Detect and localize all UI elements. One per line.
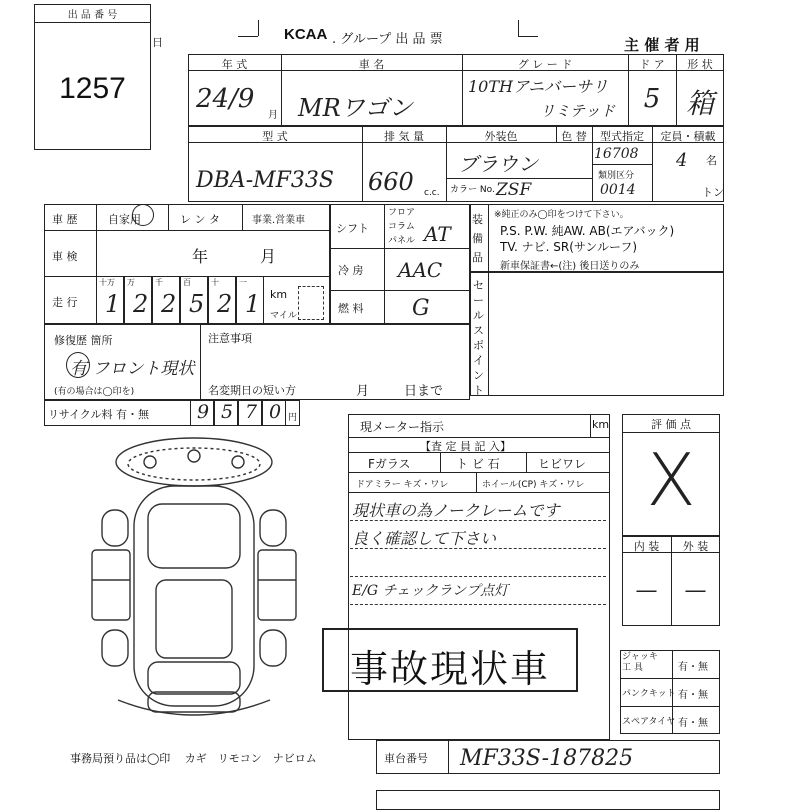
recycle-digit: 0 — [269, 401, 282, 423]
name-change-label: 名変期日の短い方 — [208, 384, 296, 397]
history-rental: レ ン タ — [180, 213, 220, 226]
recycle-digit-cell — [262, 400, 286, 426]
shift-panel: パネル — [388, 236, 416, 246]
header-logo: KCAA — [284, 26, 328, 43]
odometer-digit-label: 百 — [183, 278, 191, 287]
history-label: 車 歴 — [52, 213, 78, 226]
odometer-digit: 2 — [217, 290, 233, 318]
name-label: 車 名 — [358, 58, 385, 71]
grade-line1: 10THアニバーサリ — [468, 77, 609, 96]
equipment-line2: TV. ナビ. SR(サンルーフ) — [500, 240, 638, 254]
drive-line1 — [330, 248, 470, 249]
capacity-value: 4 — [676, 150, 688, 171]
row2-color-split — [446, 178, 592, 179]
kit-option: 有・無 — [678, 690, 708, 701]
header-mark-right-h — [518, 36, 538, 37]
chassis-v — [448, 740, 449, 774]
odometer-digit-cell — [180, 276, 208, 324]
shift-column: コラム — [388, 222, 415, 232]
car-diagram — [78, 430, 318, 730]
displacement-value: 660 — [368, 168, 414, 196]
repair-value: 有 フロント現状 — [70, 359, 195, 379]
repair-v — [200, 324, 201, 400]
row2-type-split — [592, 164, 652, 165]
rating-value: X — [646, 438, 696, 522]
color-no-label: カラー No. — [450, 185, 495, 195]
hist-v-opt1 — [168, 204, 169, 230]
repair-yes-circle — [66, 352, 90, 378]
equipment-line3: 新車保証書←(注) 後日送りのみ — [500, 261, 640, 272]
odometer-digit-cell — [208, 276, 236, 324]
odometer-digit: 5 — [189, 290, 205, 318]
recycle-unit: 円 — [288, 413, 298, 423]
insp-chip: ト ビ 石 — [456, 457, 500, 471]
mileage-label: 走 行 — [52, 296, 78, 309]
insp-crack: ヒビワレ — [538, 457, 587, 471]
bottom-edge-box — [376, 790, 720, 810]
acc-line1 — [620, 678, 720, 679]
odometer-digit: 1 — [105, 290, 121, 318]
insp-mirror: ドアミラー キズ・ワレ — [356, 480, 449, 490]
history-private: 自家用 — [108, 213, 141, 226]
chassis-label: 車台番号 — [384, 752, 428, 765]
meter-unit: km — [592, 418, 610, 431]
insp-v3 — [476, 472, 477, 492]
insp-comment1: 現状車の為ノークレームです — [352, 501, 560, 520]
year-value: 24/9 — [196, 84, 255, 114]
capacity-unit: 名 — [706, 154, 717, 167]
insp-glass: Fガラス — [368, 457, 411, 471]
inspection-year-unit: 年 — [192, 247, 209, 266]
caution-label: 注意事項 — [208, 332, 252, 345]
name-change-month: 月 — [356, 384, 370, 399]
corner-mark: 日 — [152, 36, 163, 49]
equipment-line1: P.S. P.W. 純AW. AB(エアバック) — [500, 224, 675, 238]
lot-label: 出 品 番 号 — [67, 10, 118, 21]
rating-line — [622, 432, 720, 433]
ac-label: 冷 房 — [338, 264, 364, 277]
repair-label: 修復歴 箇所 — [54, 334, 113, 347]
doors-value: 5 — [643, 84, 661, 114]
header-title: . グループ 出 品 票 — [332, 32, 443, 47]
class-label: 類別区分 — [598, 171, 635, 181]
shift-floor: フロア — [388, 208, 416, 218]
ac-value: AAC — [398, 258, 443, 282]
type-label: 型式指定 — [600, 130, 644, 143]
inspection-label: 車 検 — [52, 250, 78, 263]
body-value: 箱 — [685, 87, 714, 120]
model-label: 型 式 — [262, 130, 288, 143]
recycle-digit: 9 — [197, 401, 210, 423]
kit-label: パンクキット — [622, 689, 676, 699]
insp-line3 — [348, 492, 610, 493]
odometer-digit-cell — [152, 276, 180, 324]
odometer-digit-label: 万 — [127, 278, 135, 287]
class-value: 0014 — [600, 182, 636, 198]
jack-label: ジャッキ 工 具 — [622, 652, 658, 673]
history-business: 事業.営業車 — [252, 215, 306, 226]
name-change-day: 日まで — [404, 384, 444, 399]
owner-label: 主 催 者 用 — [624, 36, 700, 54]
capacity-label: 定員・積載 — [660, 130, 716, 143]
recycle-digit: 5 — [221, 401, 234, 423]
exterior-value: — — [684, 578, 707, 603]
load-unit: トン — [702, 186, 724, 199]
shift-label: シフト — [336, 222, 369, 235]
exterior-color-label: 外装色 — [484, 130, 518, 143]
odometer-digit-label: 一 — [239, 278, 247, 287]
fuel-label: 燃 料 — [338, 302, 364, 315]
doors-label: ド ア — [639, 58, 665, 71]
repair-note: (有の場合は◯印を) — [54, 387, 135, 397]
recycle-digit-cell — [238, 400, 262, 426]
color-no-value: ZSF — [496, 180, 532, 200]
interior-value: — — [635, 578, 658, 603]
car-name: MRワゴン — [298, 94, 413, 122]
odometer-digit-cell — [96, 276, 124, 324]
model-value: DBA-MF33S — [196, 168, 334, 193]
inspection-month-unit: 月 — [260, 247, 277, 266]
sales-point-label: セ ー ル ス ポ イ ン ト — [473, 279, 484, 397]
lot-divider — [34, 22, 151, 23]
insp-comment3: E/G チェックランプ点灯 — [352, 583, 509, 599]
insp-v1 — [440, 452, 441, 472]
header-mark-left-h — [238, 36, 258, 37]
inspector-header: 【査 定 員 記 入】 — [420, 440, 511, 453]
insp-dash4 — [350, 604, 606, 605]
header-mark-left — [258, 20, 259, 36]
insp-v2 — [526, 452, 527, 472]
fuel-value: G — [412, 296, 430, 321]
mile-checkbox — [298, 286, 324, 320]
insp-line1 — [348, 452, 610, 453]
odometer-digit-label: 十 — [211, 278, 219, 287]
grade-label: グ レ ー ド — [517, 58, 573, 71]
header-mark-right — [518, 20, 519, 36]
hist-line1 — [44, 230, 330, 231]
odometer-digit: 1 — [245, 290, 261, 318]
hist-v-opt2 — [242, 204, 243, 230]
spare-option: 有・無 — [678, 718, 708, 729]
meter-label: 現メーター指示 — [360, 420, 445, 434]
cc-unit: c.c. — [424, 188, 440, 198]
sales-v — [488, 272, 489, 396]
color-value: ブラウン — [458, 152, 538, 176]
spare-label: スペアタイヤ — [622, 717, 676, 727]
drive-v — [384, 204, 385, 324]
meter-unit-v — [590, 414, 591, 438]
odometer-digit: 2 — [133, 290, 149, 318]
mile-unit: マイル — [270, 311, 297, 321]
recycle-label: リサイクル料 有・無 — [48, 408, 149, 421]
sales-point-box — [470, 272, 724, 396]
lot-number: 1257 — [59, 72, 126, 105]
insp-dash3 — [350, 576, 606, 577]
chassis-value: MF33S-187825 — [460, 746, 634, 771]
odometer-digit-label: 十万 — [99, 278, 115, 287]
insp-line2 — [348, 472, 610, 473]
recycle-digit-cell — [190, 400, 214, 426]
office-items: 事務局預り品は◯印 カギ リモコン ナビロム — [70, 752, 317, 765]
equip-v — [488, 204, 489, 272]
color-code-label: 色 替 — [561, 130, 587, 143]
odometer-digit-cell — [236, 276, 264, 324]
exterior-label: 外 装 — [682, 540, 709, 553]
insp-comment2: 良く確認して下さい — [352, 529, 497, 548]
body-label: 形 状 — [687, 58, 713, 71]
odometer-digit-label: 千 — [155, 278, 163, 287]
km-unit: km — [270, 288, 288, 301]
insp-wheel: ホイール(CP) キズ・ワレ — [482, 480, 585, 490]
recycle-digit: 7 — [245, 401, 258, 423]
equipment-note: ※純正のみ◯印をつけて下さい。 — [494, 210, 629, 220]
shift-value: AT — [424, 222, 451, 246]
jack-option: 有・無 — [678, 662, 708, 673]
odometer-digit: 2 — [161, 290, 177, 318]
grade-line2: リミテッド — [540, 102, 616, 120]
accident-stamp-text: 事故現状車 — [349, 647, 550, 691]
odometer-digit-cell — [124, 276, 152, 324]
interior-label: 内 装 — [633, 540, 660, 553]
history-private-circle — [132, 204, 154, 226]
drive-line2 — [330, 290, 470, 291]
year-label: 年 式 — [221, 58, 248, 71]
year-month-unit: 月 — [268, 110, 278, 121]
displacement-label: 排 気 量 — [384, 130, 424, 143]
equipment-side-label: 装 備 品 — [472, 213, 483, 264]
type-value: 16708 — [594, 146, 639, 162]
recycle-digit-cell — [214, 400, 238, 426]
acc-line2 — [620, 706, 720, 707]
rating-label: 評 価 点 — [651, 418, 691, 431]
